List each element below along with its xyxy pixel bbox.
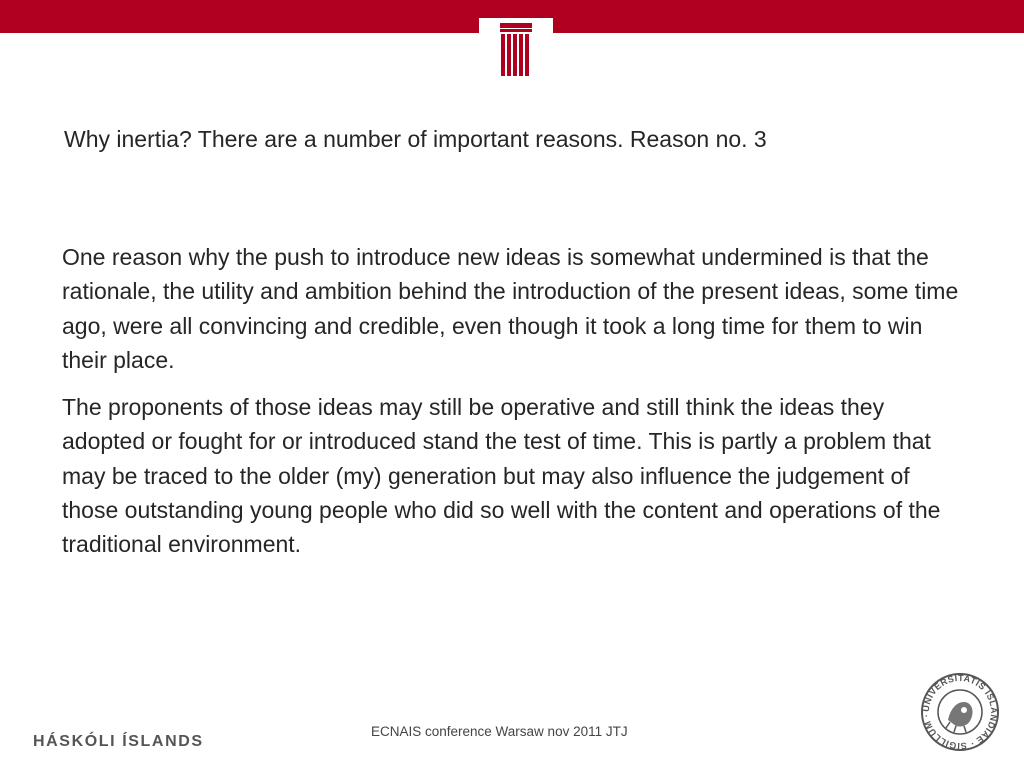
footer-caption: ECNAIS conference Warsaw nov 2011 JTJ [371,724,628,739]
columns-logo-icon [479,18,553,78]
slide-title: Why inertia? There are a number of important reasons. Reason no. 3 [64,126,767,152]
svg-text:UNIVERSITATIS ISLANDIAE · SIGI: UNIVERSITATIS ISLANDIAE · SIGILLUM · [920,672,1000,752]
university-logo [479,18,553,78]
university-seal-icon [920,672,1000,752]
body-paragraph-1: One reason why the push to introduce new ideas is somewhat undermined is that the rationale, the utility and ambition behind the introduction of the present ideas, some time ago, were all convincing and credible, even though it took a long time for them to win their place. [62,244,959,373]
slide-body [62,240,967,575]
university-name: HÁSKÓLI ÍSLANDS [33,733,204,750]
body-paragraph-2: The proponents of those ideas may still be operative and still think the ideas they adopted or fought for or introduced stand the test of time. This is partly a problem that may be traced to the older (my) generation but may also influence the judgement of those outstanding young people who did so well with the content and operations of the traditional environment. [62,394,941,558]
